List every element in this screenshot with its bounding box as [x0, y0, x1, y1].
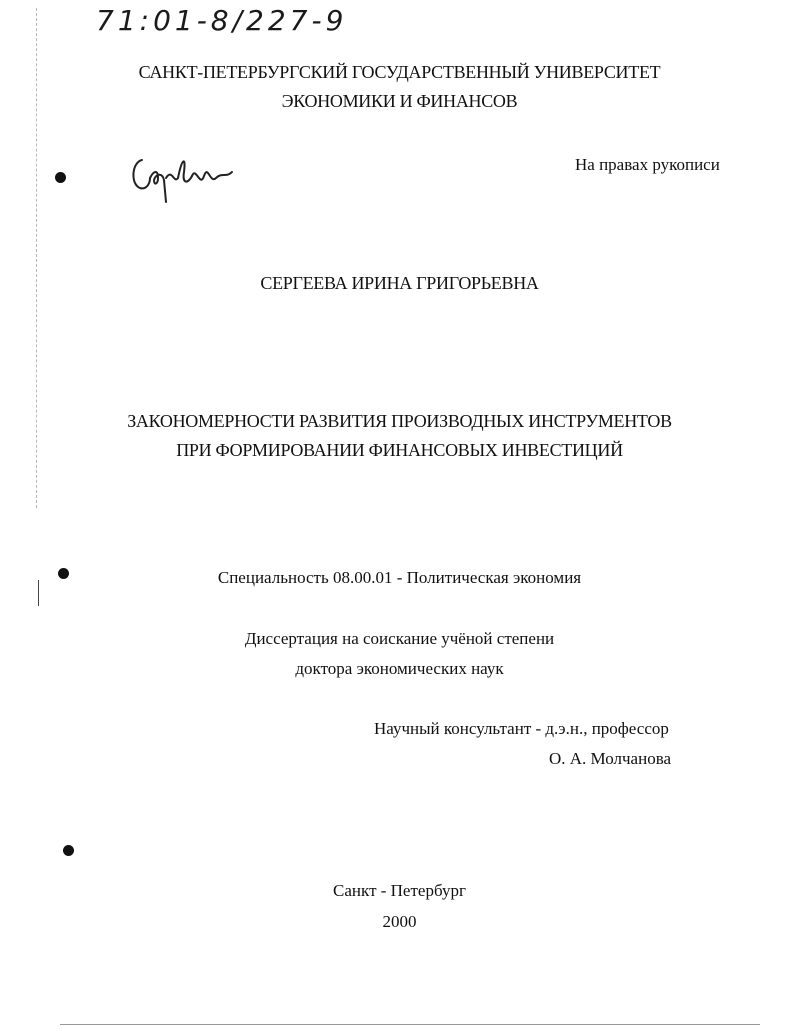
- punch-hole-icon: [55, 172, 66, 183]
- archive-code: 71:01-8/227-9: [96, 4, 348, 37]
- advisor-role: Научный консультант - д.э.н., профессор: [374, 719, 669, 738]
- author-signature: [128, 148, 240, 204]
- city: Санкт - Петербург: [333, 881, 466, 900]
- manuscript-note: На правах рукописи: [575, 155, 720, 174]
- degree-line1: Диссертация на соискание учёной степени: [244, 629, 555, 648]
- advisor-name: О. А. Молчанова: [549, 749, 672, 768]
- punch-hole-icon: [63, 845, 74, 856]
- university-name-line2: ЭКОНОМИКИ И ФИНАНСОВ: [281, 91, 518, 111]
- dissertation-title-line2: ПРИ ФОРМИРОВАНИИ ФИНАНСОВЫХ ИНВЕСТИЦИЙ: [176, 440, 623, 460]
- author-name: СЕРГЕЕВА ИРИНА ГРИГОРЬЕВНА: [260, 273, 539, 293]
- scan-margin-line: [36, 8, 37, 508]
- degree-line2: доктора экономических наук: [295, 659, 504, 678]
- dissertation-title-line1: ЗАКОНОМЕРНОСТИ РАЗВИТИЯ ПРОИЗВОДНЫХ ИНСТРУМЕНТОВ: [127, 411, 672, 431]
- scan-bottom-line: [60, 1024, 760, 1025]
- specialty: Специальность 08.00.01 - Политическая экономия: [217, 568, 582, 587]
- year: 2000: [382, 912, 417, 931]
- university-name-line1: САНКТ-ПЕТЕРБУРГСКИЙ ГОСУДАРСТВЕННЫЙ УНИВЕРСИТЕТ: [138, 62, 661, 82]
